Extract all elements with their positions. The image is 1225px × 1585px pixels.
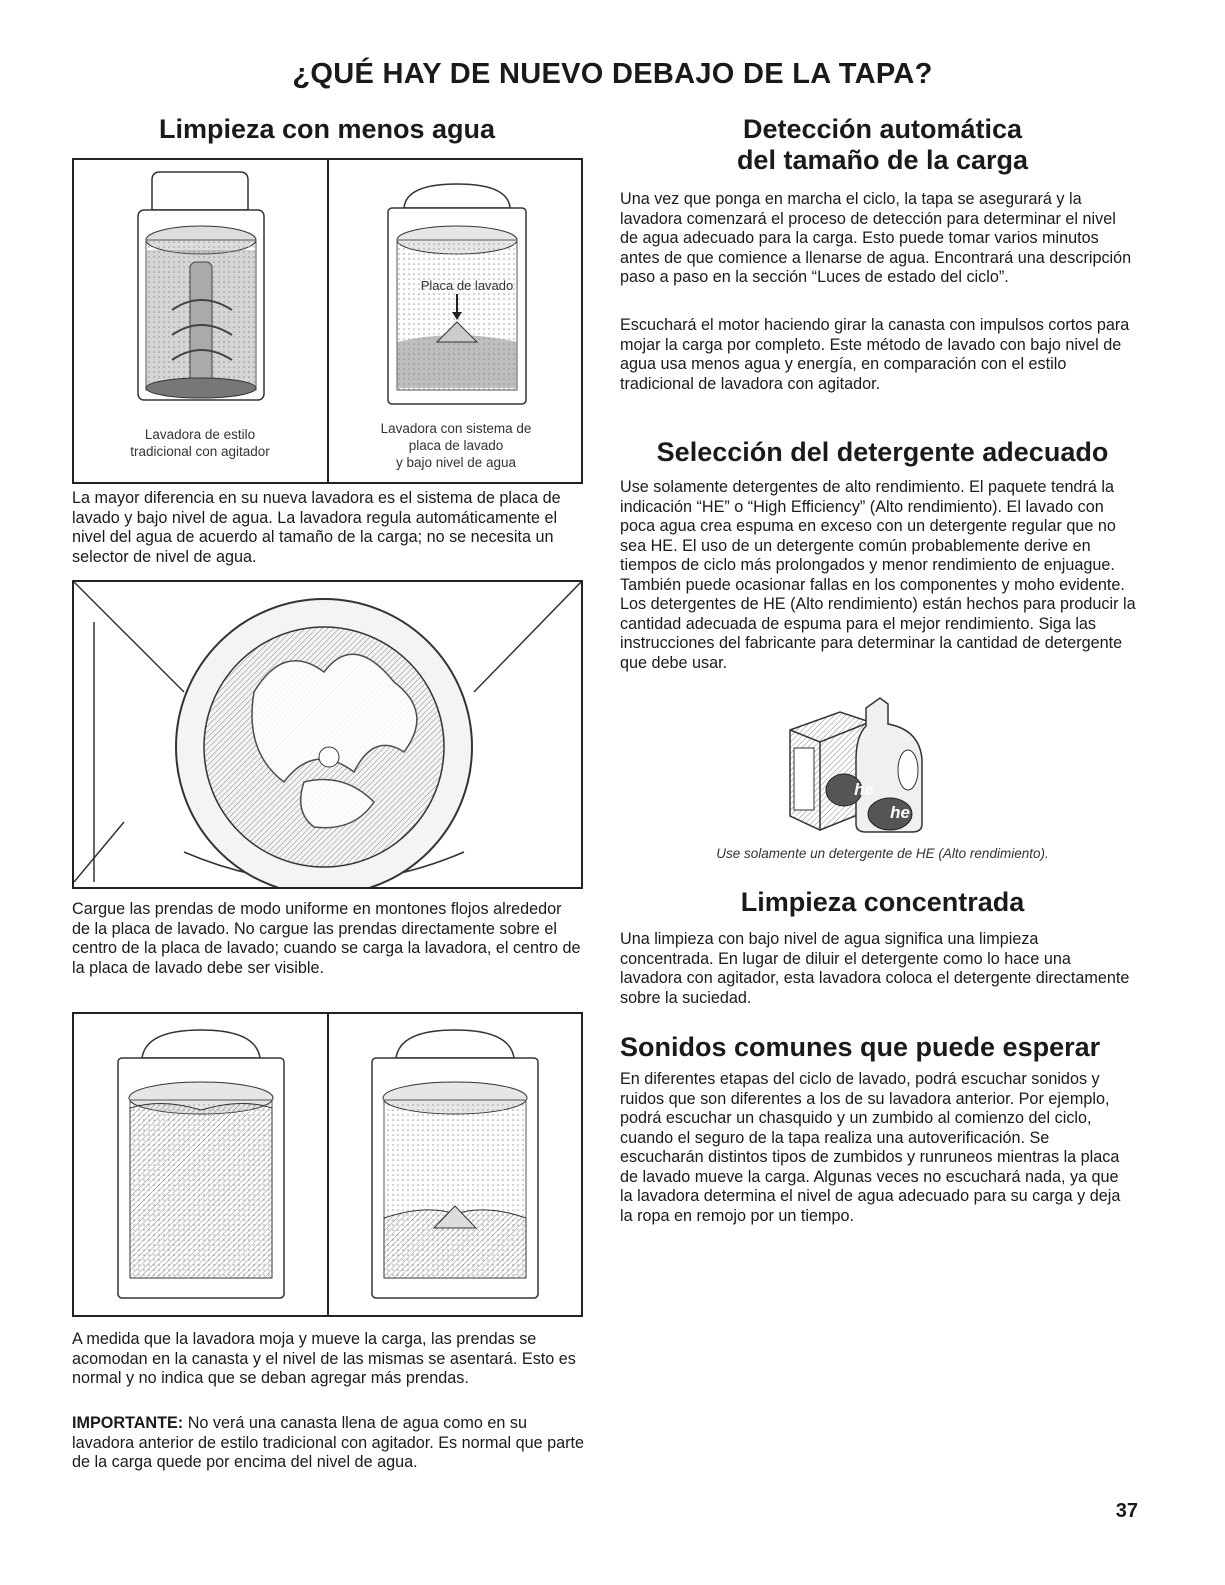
wash-plate-label: Placa de lavado (420, 278, 514, 293)
section-title-less-water: Limpieza con menos agua (158, 114, 496, 144)
section-title-detergent: Selección del detergente adecuado (656, 437, 1109, 467)
page-number: 37 (1115, 1500, 1138, 1522)
important-label: IMPORTANTE: (72, 1414, 184, 1432)
section-title-detection-line1: Detección automática (742, 114, 1023, 144)
paragraph-detergent: Use solamente detergentes de alto rendimiento. El paquete tendrá la indicación “HE” o “High Efficiency” (Alto rendimiento). El lavado con poca agua crea espuma en exceso con un detergente regular que no sea HE. El uso de un detergente común probablemente derive en tiempos de ciclo más prolongados y menor rendimiento de enjuague. También puede ocasionar fallas en los componentes y moho evidente. Los detergentes de HE (Alto rendimiento) están hechos para producir la cantidad adecuada de espuma para el mejor rendimiento. Siga las instrucciones del fabricante para determinar la cantidad de detergente que debe usar. (620, 478, 1136, 672)
figure-washer-comparison (72, 158, 583, 484)
paragraph-sounds: En diferentes etapas del ciclo de lavado, podrá escuchar sonidos y ruidos que son diferentes a los de su lavadora anterior. Por ejemplo, podrá escuchar un chasquido y un zumbido al comienzo del ciclo, cuando el seguro de la tapa realiza una autoverificación. Se escucharán distintos tipos de zumbidos y runruneos mientras la placa de lavado mueve la carga. Algunas veces no escuchará nada, ya que la lavadora determina el nivel de agua adecuado para su carga y deja la ropa en remojo por un tiempo. (620, 1070, 1121, 1225)
caption-traditional-washer: Lavadora de estilo tradicional con agitador (130, 427, 270, 459)
figure-loaded-washers (72, 1012, 583, 1317)
loaded-washer-before-illustration (112, 1028, 290, 1303)
he-logo-box: he (854, 780, 874, 799)
important-text: No verá una canasta llena de agua como en su lavadora anterior de estilo tradicional con agitador. Es normal que parte de la carga quede por encima del nivel de agua. (72, 1414, 585, 1471)
detergent-caption: Use solamente un detergente de HE (Alto rendimiento). (716, 846, 1049, 861)
paragraph-loading-instructions: Cargue las prendas de modo uniforme en montones flojos alrededor de la placa de lavado. No cargue las prendas directamente sobre el centro de la placa de lavado; cuando se carga la lavadora, el centro de la placa de lavado debe ser visible. (72, 900, 581, 977)
page-title: ¿QUÉ HAY DE NUEVO DEBAJO DE LA TAPA? (292, 58, 933, 90)
washplate-washer-illustration (382, 182, 532, 410)
loaded-washer-after-illustration (366, 1028, 544, 1303)
section-title-concentrated: Limpieza concentrada (740, 887, 1025, 917)
caption-washplate-washer: Lavadora con sistema de placa de lavado y bajo nivel de agua (380, 421, 532, 470)
paragraph-load-settles: A medida que la lavadora moja y mueve la carga, las prendas se acomodan en la canasta y el nivel de las mismas se asentará. Esto es normal y no indica que se deban agregar más prendas. (72, 1330, 576, 1387)
section-title-sounds: Sonidos comunes que puede esperar (620, 1032, 1101, 1062)
agitator-washer-illustration (132, 170, 272, 410)
paragraph-washplate-system: La mayor diferencia en su nueva lavadora es el sistema de placa de lavado y bajo nivel de agua. La lavadora regula automáticamente el nivel del agua de acuerdo al tamaño de la carga; no se necesita un selector de nivel de agua. (72, 489, 561, 566)
washer-load-top-view-illustration (74, 582, 581, 887)
paragraph-detection-1: Una vez que ponga en marcha el ciclo, la tapa se asegurará y la lavadora comenzará el proceso de detección para determinar el nivel de agua adecuado para la carga. Esto puede tomar varios minutos antes de que comience a llenarse de agua. Encontrará una descripción paso a paso en la sección “Luces de estado del ciclo”. (620, 190, 1132, 286)
section-title-detection-line2: del tamaño de la carga (736, 145, 1029, 175)
paragraph-detection-2: Escuchará el motor haciendo girar la canasta con impulsos cortos para mojar la carga por completo. Este método de lavado con bajo nivel de agua usa menos agua y energía, en comparación con el estilo tradicional de lavadora con agitador. (620, 316, 1130, 393)
paragraph-concentrated: Una limpieza con bajo nivel de agua significa una limpieza concentrada. En lugar de diluir el detergente como lo hace una lavadora con agitador, esta lavadora coloca el detergente directamente sobre la suciedad. (620, 930, 1130, 1007)
he-logo-bottle: he (890, 803, 910, 822)
figure-load-top-view (72, 580, 583, 889)
paragraph-important (72, 1414, 584, 1473)
